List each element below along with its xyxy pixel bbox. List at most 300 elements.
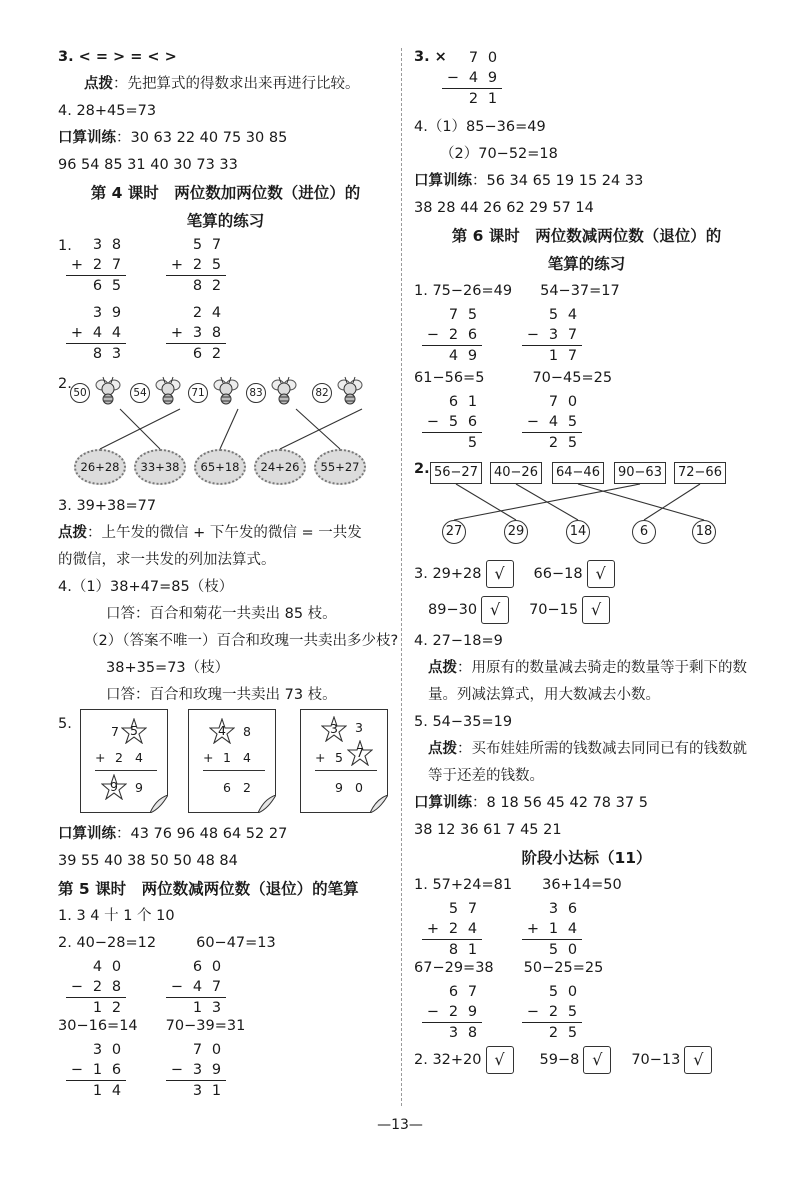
page-curl-icon <box>370 795 388 813</box>
expression: 66−18 <box>533 566 583 582</box>
digit: 5 <box>211 257 222 273</box>
digit: 0 <box>567 984 578 1000</box>
digit: 2 <box>107 998 126 1019</box>
digit: 6 <box>448 394 459 410</box>
answer-circle: 18 <box>692 520 716 544</box>
operator: − <box>426 1004 440 1020</box>
digit: 6 <box>223 780 231 795</box>
operator <box>166 1081 188 1102</box>
digit: 5 <box>467 307 478 323</box>
lesson-4-subtitle: 笔算的练习 <box>186 212 265 230</box>
digit: 0 <box>111 1042 122 1058</box>
right-column <box>414 44 759 1078</box>
vertical-calculation <box>66 957 126 1018</box>
operator <box>442 48 464 68</box>
digit: 6 <box>467 327 478 343</box>
star-digit: 3 <box>330 721 338 736</box>
digit: 0 <box>211 1042 222 1058</box>
operator: + <box>426 921 440 937</box>
digit: 4 <box>211 305 222 321</box>
match-line <box>296 409 340 449</box>
vertical-calculation <box>422 392 482 453</box>
expression-box: 64−46 <box>552 462 604 484</box>
lesson-4-title: 第 4 课时 两位数加两位数（进位）的 <box>90 184 361 202</box>
number-bubble: 50 <box>70 383 90 403</box>
operator <box>522 982 544 1002</box>
expression-box: 72−66 <box>674 462 726 484</box>
digit: 3 <box>188 1081 207 1102</box>
match-line <box>578 484 704 520</box>
digit: 7 <box>211 979 222 995</box>
bee-matching-figure <box>58 375 393 493</box>
paper-card <box>300 709 388 813</box>
r-answer-3 <box>414 44 759 114</box>
oral-training-1a <box>58 125 393 152</box>
vertical-calc <box>442 48 502 109</box>
lesson-5-title: 第 5 课时 两位数减两位数（退位）的笔算 <box>58 880 359 898</box>
digit: 2 <box>448 921 459 937</box>
digit: 8 <box>111 979 122 995</box>
digit: 1 <box>463 940 482 961</box>
tip-label: 点拨 <box>428 660 457 676</box>
digit: 1 <box>223 750 231 765</box>
digit: 8 <box>444 940 463 961</box>
digit: 3 <box>207 998 226 1019</box>
digit: 4 <box>111 325 122 341</box>
box-circle-matching-figure <box>414 460 759 556</box>
digit: + <box>203 750 214 765</box>
digit: 4 <box>468 70 479 86</box>
equation: 2. 40−28=12 <box>58 935 157 951</box>
digit: 2 <box>192 305 203 321</box>
check-mark-icon: √ <box>481 596 509 624</box>
vertical-calculation <box>66 1040 126 1101</box>
operator <box>422 899 444 919</box>
digit: 4 <box>467 921 478 937</box>
digit: 9 <box>335 780 343 795</box>
digit: 5 <box>567 414 578 430</box>
expression: 70−13 <box>631 1052 681 1068</box>
digit: 3 <box>355 720 363 735</box>
digit: 8 <box>243 724 251 739</box>
l5-answer-1: 1. 3 4 十 1 个 10 <box>58 908 175 924</box>
r-tip-4 <box>414 655 759 709</box>
check-mark-icon: √ <box>684 1046 712 1074</box>
digit: 8 <box>88 344 107 365</box>
digit: + <box>95 750 106 765</box>
oral-values: ：30 63 22 40 75 30 85 <box>116 130 288 146</box>
vertical-calculation <box>422 305 482 366</box>
r-q3-row2 <box>414 592 759 628</box>
oral-label: 口算训练 <box>58 826 116 842</box>
operator <box>422 305 444 325</box>
question-2-number: 2. <box>414 461 430 477</box>
operator <box>66 303 88 323</box>
vertical-calculation <box>522 899 582 960</box>
digit: 9 <box>467 1004 478 1020</box>
digit: 4 <box>135 750 143 765</box>
check-mark-icon: √ <box>582 596 610 624</box>
operator <box>66 276 88 297</box>
vertical-calculation <box>422 899 482 960</box>
lesson-6-title: 第 6 课时 两位数减两位数（退位）的 <box>451 227 722 245</box>
tip-label: 点拨 <box>84 76 113 92</box>
operator: + <box>170 325 184 341</box>
equation: 50−25=25 <box>523 960 604 976</box>
oral-training-2a <box>58 821 393 848</box>
digit: 2 <box>243 780 251 795</box>
page-curl-icon <box>258 795 276 813</box>
digit: 5 <box>448 414 459 430</box>
sum-line <box>315 770 377 771</box>
digit: 5 <box>107 276 126 297</box>
answer-circle: 29 <box>504 520 528 544</box>
vertical-calculation <box>166 957 226 1018</box>
r-oral2-a <box>414 790 759 817</box>
oral-label: 口算训练 <box>414 795 472 811</box>
digit: 7 <box>111 724 119 739</box>
digit: 2 <box>115 750 123 765</box>
equation: 60−47=13 <box>196 935 276 951</box>
digit: 1 <box>88 998 107 1019</box>
check-mark-icon: √ <box>583 1046 611 1074</box>
paper-card <box>188 709 276 813</box>
digit: 4 <box>243 750 251 765</box>
match-line <box>220 409 238 449</box>
match-line <box>280 409 362 449</box>
digit: 3 <box>92 237 103 253</box>
l5-answer-2b <box>58 1013 393 1040</box>
match-line <box>456 484 516 520</box>
digit: 5 <box>448 901 459 917</box>
digit: 7 <box>467 984 478 1000</box>
paper-puzzle-figure <box>58 709 393 821</box>
digit: 6 <box>188 344 207 365</box>
operator: − <box>426 327 440 343</box>
digit: 4 <box>92 325 103 341</box>
answer-4: 4. 28+45=73 <box>58 103 157 119</box>
digit: 2 <box>544 433 563 454</box>
sum-line <box>203 770 265 771</box>
digit: 2 <box>448 1004 459 1020</box>
sum-line <box>95 770 157 771</box>
bee-icon <box>154 375 182 405</box>
digit: 8 <box>111 237 122 253</box>
page-curl-icon <box>150 795 168 813</box>
r-answer-4-1: 4.（1）85−36=49 <box>414 119 546 135</box>
digit <box>444 433 463 454</box>
vertical-calculation <box>522 982 582 1043</box>
expression-box: 40−26 <box>490 462 542 484</box>
operator <box>522 899 544 919</box>
vertical-calculation <box>422 982 482 1043</box>
digit: 7 <box>563 346 582 367</box>
star-digit: 5 <box>130 723 138 738</box>
digit: 6 <box>88 276 107 297</box>
oral-values: ：56 34 65 19 15 24 33 <box>472 173 644 189</box>
equation: 1. 57+24=81 <box>414 877 513 893</box>
digit: 1 <box>467 394 478 410</box>
digit: 7 <box>111 257 122 273</box>
operator <box>166 344 188 365</box>
lesson-6-subtitle: 笔算的练习 <box>547 255 626 273</box>
digit: 2 <box>92 257 103 273</box>
question-5-number: 5. <box>58 716 72 732</box>
equation: 30−16=14 <box>58 1018 138 1034</box>
vertical-calc-row <box>414 305 759 365</box>
digit: 5 <box>544 940 563 961</box>
operator <box>422 982 444 1002</box>
digit: 7 <box>467 901 478 917</box>
digit: 0 <box>211 959 222 975</box>
expression-box: 90−63 <box>614 462 666 484</box>
check-mark-icon: √ <box>486 1046 514 1074</box>
vertical-calc-row <box>58 1040 393 1100</box>
digit: 3 <box>92 305 103 321</box>
operator: − <box>170 979 184 995</box>
number-bubble: 54 <box>130 383 150 403</box>
digit: 1 <box>548 921 559 937</box>
tip-label: 点拨 <box>58 525 87 541</box>
operator <box>166 235 188 255</box>
digit: 4 <box>192 979 203 995</box>
vertical-calculation <box>166 235 226 296</box>
tip-label: 点拨 <box>428 741 457 757</box>
stage-title: 阶段小达标（11） <box>521 849 652 867</box>
operator <box>522 305 544 325</box>
vertical-calc-row <box>58 957 393 1017</box>
digit: 4 <box>567 307 578 323</box>
digit: 7 <box>567 327 578 343</box>
expression: 59−8 <box>539 1052 580 1068</box>
vertical-calculation <box>166 303 226 364</box>
digit: 4 <box>107 1081 126 1102</box>
digit: 5 <box>335 750 343 765</box>
operator <box>422 1023 444 1044</box>
digit: 3 <box>192 325 203 341</box>
operator: − <box>526 1004 540 1020</box>
digit: 5 <box>563 1023 582 1044</box>
flower-expression: 24+26 <box>254 449 306 485</box>
digit: 2 <box>544 1023 563 1044</box>
operator <box>66 1040 88 1060</box>
match-line <box>644 484 700 520</box>
tip-text: ：买布娃娃所需的钱数减去同同已有的钱数就等于还差的钱数。 <box>428 741 747 784</box>
r-q3-row1 <box>414 556 759 592</box>
r-oral-a <box>414 168 759 195</box>
r-oral2-b: 38 12 36 61 7 45 21 <box>414 822 562 838</box>
vertical-calculation <box>442 48 502 109</box>
bee-icon <box>94 375 122 405</box>
l5-answer-2 <box>58 930 393 957</box>
r-q1-line <box>414 278 759 305</box>
digit: 7 <box>192 1042 203 1058</box>
operator <box>442 89 464 110</box>
equation: 1. 75−26=49 <box>414 283 513 299</box>
oral-values: ：43 76 96 48 64 52 27 <box>116 826 288 842</box>
answer-3-label: 3. × <box>414 49 447 65</box>
digit: 1 <box>88 1081 107 1102</box>
digit: 3 <box>444 1023 463 1044</box>
flower-expression: 33+38 <box>134 449 186 485</box>
flower-expression: 26+28 <box>74 449 126 485</box>
r-q1-line2 <box>414 365 759 392</box>
expression-box: 56−27 <box>430 462 482 484</box>
equation: 36+14=50 <box>542 877 622 893</box>
operator <box>66 344 88 365</box>
digit: + <box>315 750 326 765</box>
digit: 2 <box>464 89 483 110</box>
operator: + <box>526 921 540 937</box>
digit: 5 <box>548 984 559 1000</box>
operator: − <box>426 414 440 430</box>
number-bubble: 83 <box>246 383 266 403</box>
digit: 7 <box>448 307 459 323</box>
digit: 9 <box>463 346 482 367</box>
digit: 3 <box>548 901 559 917</box>
digit: 3 <box>107 344 126 365</box>
bee-icon <box>336 375 364 405</box>
answer-circle: 27 <box>442 520 466 544</box>
r-s1-line2 <box>414 955 759 982</box>
operator: − <box>526 327 540 343</box>
operator <box>66 1081 88 1102</box>
answer-3b: 3. 39+38=77 <box>58 498 157 514</box>
vertical-calc-row <box>414 899 759 959</box>
answer-4-2-oral: 口答：百合和玫瑰一共卖出 73 枝。 <box>106 687 337 703</box>
digit: 9 <box>211 1062 222 1078</box>
star-digit: 4 <box>218 723 226 738</box>
digit: 1 <box>188 998 207 1019</box>
digit: 4 <box>567 921 578 937</box>
equation: 70−39=31 <box>165 1018 246 1034</box>
vertical-calculation <box>66 235 126 296</box>
operator <box>522 1023 544 1044</box>
left-column <box>58 44 399 1100</box>
vertical-calc-row <box>58 235 393 295</box>
answer-4-1: 4.（1）38+47=85（枝） <box>58 579 234 595</box>
oral-label: 口算训练 <box>58 130 116 146</box>
digit: 5 <box>192 237 203 253</box>
vertical-calculation <box>522 392 582 453</box>
operator <box>66 957 88 977</box>
operator <box>66 235 88 255</box>
digit: 6 <box>448 984 459 1000</box>
digit: 4 <box>92 959 103 975</box>
star-digit: 9 <box>110 779 118 794</box>
digit: 0 <box>567 394 578 410</box>
digit: 9 <box>487 70 498 86</box>
digit: 1 <box>207 1081 226 1102</box>
bee-icon <box>270 375 298 405</box>
digit: 7 <box>468 50 479 66</box>
equation: 54−37=17 <box>540 283 620 299</box>
operator: + <box>70 257 84 273</box>
digit: 8 <box>188 276 207 297</box>
answer-3: 3. < = > = < > <box>58 49 177 65</box>
operator: − <box>526 414 540 430</box>
operator <box>522 433 544 454</box>
digit: 7 <box>548 394 559 410</box>
answer-circle: 6 <box>632 520 656 544</box>
digit: 2 <box>448 327 459 343</box>
digit: 1 <box>483 89 502 110</box>
digit: 3 <box>92 1042 103 1058</box>
vertical-calculation <box>66 303 126 364</box>
digit: 9 <box>111 305 122 321</box>
digit: 2 <box>92 979 103 995</box>
digit: 2 <box>548 1004 559 1020</box>
tip-text: ：先把算式的得数求出来再进行比较。 <box>113 76 360 92</box>
tip-3b-a <box>58 520 393 547</box>
tip-3b-b: 的微信，求一共发的列加法算式。 <box>58 552 276 568</box>
r-answer-5: 5. 54−35=19 <box>414 714 513 730</box>
digit: 4 <box>548 414 559 430</box>
check-mark-icon: √ <box>486 560 514 588</box>
vertical-calc-row <box>414 982 759 1042</box>
answer-4-1-oral: 口答：百合和菊花一共卖出 85 枝。 <box>106 606 337 622</box>
flower-expression: 55+27 <box>314 449 366 485</box>
operator <box>522 346 544 367</box>
digit: 3 <box>192 1062 203 1078</box>
operator: − <box>446 70 460 86</box>
tip-text: ：上午发的微信 + 下午发的微信 = 一共发 <box>87 525 362 541</box>
number-bubble: 82 <box>312 383 332 403</box>
answer-circle: 14 <box>566 520 590 544</box>
digit: 0 <box>111 959 122 975</box>
digit: 6 <box>567 901 578 917</box>
digit: 2 <box>192 257 203 273</box>
expression: 2. 32+20 <box>414 1052 482 1068</box>
operator <box>166 957 188 977</box>
r-s2-row <box>414 1042 759 1078</box>
operator <box>166 303 188 323</box>
check-mark-icon: √ <box>587 560 615 588</box>
equation: 61−56=5 <box>414 370 485 386</box>
answer-4-2: （2）（答案不唯一）百合和玫瑰一共卖出多少枝? <box>84 633 399 649</box>
digit: 9 <box>135 780 143 795</box>
equation: 70−45=25 <box>532 370 613 386</box>
expression: 70−15 <box>529 602 579 618</box>
expression: 3. 29+28 <box>414 566 482 582</box>
oral-training-1b: 96 54 85 31 40 30 73 33 <box>58 157 238 173</box>
operator <box>422 433 444 454</box>
digit: 8 <box>463 1023 482 1044</box>
r-answer-4-2: （2）70−52=18 <box>440 146 558 162</box>
operator: − <box>70 979 84 995</box>
digit: 6 <box>467 414 478 430</box>
vertical-calculation <box>522 305 582 366</box>
operator <box>522 392 544 412</box>
match-line <box>454 484 640 520</box>
operator: + <box>170 257 184 273</box>
vertical-calc-row <box>58 303 393 363</box>
operator <box>166 276 188 297</box>
paper-card <box>80 709 168 813</box>
match-line <box>100 409 180 449</box>
digit: 5 <box>548 307 559 323</box>
digit: 2 <box>207 344 226 365</box>
r-answer-4: 4. 27−18=9 <box>414 633 503 649</box>
column-divider <box>401 48 402 1106</box>
oral-training-2b: 39 55 40 38 50 50 48 84 <box>58 853 238 869</box>
tip-text: ：用原有的数量减去骑走的数量等于剩下的数量。列减法算式，用大数减去小数。 <box>428 660 747 703</box>
r-tip-5 <box>414 736 759 790</box>
star-digit: 7 <box>356 745 364 760</box>
digit: 6 <box>192 959 203 975</box>
question-2-number: 2. <box>58 376 72 392</box>
operator: + <box>70 325 84 341</box>
